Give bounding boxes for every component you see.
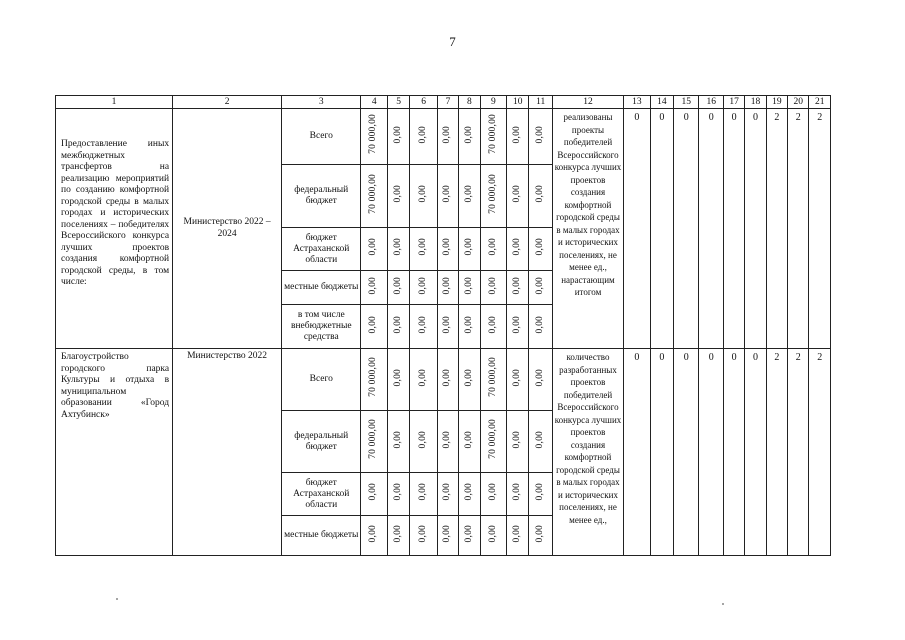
funding-value-cell	[529, 271, 552, 305]
activity-name: Благоустройство городского парка Культуры и отдыха в муниципальном образовании «Город Ахтубинск»	[56, 349, 173, 556]
indicator-description: реализованы проекты победителей Всероссийского конкурса лучших проектов создания комфортной городской среды в малых городах и исторических поселениях, не менее ед., нарастающим итогом	[552, 109, 623, 349]
funding-value: 0,00	[534, 430, 545, 448]
funding-value-cell	[410, 411, 437, 473]
funding-value-cell	[410, 305, 437, 349]
funding-value-cell	[361, 305, 387, 349]
funding-value-cell	[437, 271, 458, 305]
funding-value: 0,00	[417, 185, 428, 203]
funding-value: 0,00	[392, 483, 403, 501]
funding-value: 0,00	[368, 483, 379, 501]
funding-value: 0,00	[487, 315, 498, 333]
header-cell-19: 19	[766, 96, 787, 109]
funding-value-cell	[507, 271, 529, 305]
indicator-target-value: 0	[674, 109, 699, 349]
funding-value-cell	[529, 349, 552, 411]
funding-value-cell	[507, 473, 529, 516]
responsible-executor: Министерство 2022 – 2024	[173, 109, 282, 349]
header-cell-13: 13	[624, 96, 650, 109]
funding-value: 0,00	[368, 315, 379, 333]
funding-value: 0,00	[368, 238, 379, 256]
funding-value-cell	[437, 165, 458, 228]
funding-value-cell	[361, 516, 387, 556]
funding-value: 0,00	[511, 125, 522, 143]
funding-value: 70 000,00	[368, 357, 379, 398]
indicator-target-value: 2	[766, 349, 787, 556]
funding-value-cell	[480, 516, 506, 556]
funding-value: 0,00	[442, 125, 453, 143]
funding-value-cell	[480, 109, 506, 165]
funding-value: 0,00	[511, 483, 522, 501]
funding-value-cell	[387, 109, 409, 165]
funding-value-cell	[410, 349, 437, 411]
table-row	[56, 109, 831, 165]
header-cell-17: 17	[723, 96, 744, 109]
funding-value-cell	[459, 349, 480, 411]
header-cell-5: 5	[387, 96, 409, 109]
funding-value: 0,00	[463, 238, 474, 256]
funding-value-cell	[529, 305, 552, 349]
table-body	[56, 96, 831, 556]
funding-value: 0,00	[487, 524, 498, 542]
program-table-wrapper	[55, 95, 831, 556]
funding-value-cell	[387, 305, 409, 349]
funding-value-cell	[437, 349, 458, 411]
funding-value-cell	[410, 473, 437, 516]
program-table	[55, 95, 831, 556]
header-cell-20: 20	[788, 96, 809, 109]
funding-value-cell	[387, 271, 409, 305]
funding-value-cell	[387, 349, 409, 411]
indicator-target-value: 0	[624, 109, 650, 349]
funding-value: 0,00	[392, 430, 403, 448]
funding-source: Всего	[282, 109, 361, 165]
header-cell-1: 1	[56, 96, 173, 109]
funding-value: 0,00	[417, 368, 428, 386]
funding-value: 0,00	[534, 238, 545, 256]
funding-value-cell	[480, 473, 506, 516]
responsible-executor: Министерство 2022	[173, 349, 282, 556]
funding-value: 0,00	[534, 125, 545, 143]
funding-value: 0,00	[392, 315, 403, 333]
funding-value: 0,00	[442, 368, 453, 386]
funding-value: 0,00	[442, 276, 453, 294]
funding-value-cell	[459, 411, 480, 473]
funding-source: в том числе внебюджетные средства	[282, 305, 361, 349]
funding-value: 0,00	[534, 185, 545, 203]
funding-value: 0,00	[487, 483, 498, 501]
funding-value-cell	[361, 109, 387, 165]
funding-value-cell	[361, 228, 387, 271]
funding-value-cell	[507, 516, 529, 556]
header-row	[56, 96, 831, 109]
header-cell-11: 11	[529, 96, 552, 109]
funding-value: 0,00	[463, 483, 474, 501]
funding-value: 0,00	[417, 125, 428, 143]
funding-value-cell	[437, 109, 458, 165]
funding-value-cell	[410, 516, 437, 556]
funding-value-cell	[437, 305, 458, 349]
funding-value: 70 000,00	[487, 357, 498, 398]
indicator-target-value: 0	[674, 349, 699, 556]
indicator-target-value: 0	[723, 109, 744, 349]
funding-value-cell	[507, 349, 529, 411]
funding-value-cell	[410, 109, 437, 165]
funding-value-cell	[480, 165, 506, 228]
funding-value-cell	[507, 411, 529, 473]
funding-value: 0,00	[511, 368, 522, 386]
funding-source: федеральный бюджет	[282, 165, 361, 228]
funding-value: 70 000,00	[487, 114, 498, 155]
activity-name: Предоставление иных межбюджетных трансфертов на реализацию мероприятий по созданию комфортной городской среды в малых городах и исторических поселениях – победителях Всероссийского конкурса лучших проектов создания комфортной городской среды, в том числе:	[56, 109, 173, 349]
table-row	[56, 349, 831, 411]
funding-value: 0,00	[511, 238, 522, 256]
header-cell-3: 3	[282, 96, 361, 109]
funding-value: 0,00	[511, 315, 522, 333]
indicator-target-value: 2	[809, 109, 831, 349]
funding-value-cell	[480, 228, 506, 271]
funding-value-cell	[480, 349, 506, 411]
funding-value: 0,00	[463, 185, 474, 203]
indicator-target-value: 0	[723, 349, 744, 556]
funding-value: 0,00	[392, 276, 403, 294]
funding-value: 70 000,00	[368, 173, 379, 214]
funding-value-cell	[459, 228, 480, 271]
indicator-target-value: 2	[788, 349, 809, 556]
funding-value: 0,00	[463, 315, 474, 333]
funding-source: Всего	[282, 349, 361, 411]
header-cell-21: 21	[809, 96, 831, 109]
indicator-target-value: 0	[699, 349, 723, 556]
funding-value-cell	[410, 271, 437, 305]
indicator-target-value: 0	[745, 109, 766, 349]
funding-value-cell	[507, 228, 529, 271]
funding-value-cell	[437, 516, 458, 556]
funding-value: 0,00	[534, 276, 545, 294]
funding-value-cell	[529, 165, 552, 228]
header-cell-4: 4	[361, 96, 387, 109]
indicator-description: количество разработанных проектов победителей Всероссийского конкурса лучших проектов создания комфортной городской среды в малых городах и исторических поселениях, не менее ед.,	[552, 349, 623, 556]
funding-value: 0,00	[534, 483, 545, 501]
funding-value: 0,00	[511, 430, 522, 448]
funding-value: 0,00	[511, 185, 522, 203]
indicator-target-value: 2	[788, 109, 809, 349]
funding-value: 0,00	[442, 185, 453, 203]
header-cell-7: 7	[437, 96, 458, 109]
funding-value: 70 000,00	[368, 114, 379, 155]
funding-value-cell	[459, 473, 480, 516]
funding-value-cell	[437, 411, 458, 473]
funding-value: 70 000,00	[487, 419, 498, 460]
funding-value: 0,00	[534, 315, 545, 333]
funding-value: 0,00	[534, 368, 545, 386]
header-cell-14: 14	[650, 96, 673, 109]
header-cell-12: 12	[552, 96, 623, 109]
header-cell-18: 18	[745, 96, 766, 109]
funding-value: 0,00	[392, 185, 403, 203]
funding-value: 0,00	[417, 483, 428, 501]
funding-source: местные бюджеты	[282, 516, 361, 556]
funding-value-cell	[361, 271, 387, 305]
funding-value-cell	[387, 516, 409, 556]
page-number: 7	[449, 34, 456, 49]
funding-value-cell	[529, 473, 552, 516]
indicator-target-value: 2	[766, 109, 787, 349]
funding-value: 0,00	[417, 276, 428, 294]
indicator-target-value: 0	[699, 109, 723, 349]
funding-value-cell	[361, 349, 387, 411]
funding-value-cell	[507, 109, 529, 165]
indicator-target-value: 0	[624, 349, 650, 556]
funding-value-cell	[387, 228, 409, 271]
header-cell-8: 8	[459, 96, 480, 109]
funding-value-cell	[410, 228, 437, 271]
funding-value-cell	[529, 516, 552, 556]
funding-value-cell	[529, 109, 552, 165]
funding-value: 0,00	[487, 276, 498, 294]
indicator-target-value: 0	[745, 349, 766, 556]
funding-value: 0,00	[463, 430, 474, 448]
funding-value: 0,00	[487, 238, 498, 256]
funding-value-cell	[529, 228, 552, 271]
indicator-target-value: 2	[809, 349, 831, 556]
funding-value-cell	[410, 165, 437, 228]
funding-value: 0,00	[368, 276, 379, 294]
funding-value: 0,00	[392, 125, 403, 143]
funding-value-cell	[459, 516, 480, 556]
funding-value: 0,00	[442, 430, 453, 448]
funding-value-cell	[437, 473, 458, 516]
funding-value: 0,00	[442, 483, 453, 501]
funding-value: 0,00	[511, 276, 522, 294]
funding-source: местные бюджеты	[282, 271, 361, 305]
funding-value-cell	[459, 271, 480, 305]
funding-value-cell	[387, 473, 409, 516]
funding-value-cell	[387, 411, 409, 473]
funding-value-cell	[437, 228, 458, 271]
funding-value: 0,00	[442, 238, 453, 256]
funding-value-cell	[480, 305, 506, 349]
indicator-target-value: 0	[650, 109, 673, 349]
header-cell-15: 15	[674, 96, 699, 109]
header-cell-10: 10	[507, 96, 529, 109]
indicator-target-value: 0	[650, 349, 673, 556]
funding-value: 0,00	[463, 125, 474, 143]
funding-source: бюджет Астраханской области	[282, 228, 361, 271]
funding-value-cell	[507, 305, 529, 349]
funding-value: 0,00	[463, 276, 474, 294]
funding-value-cell	[480, 411, 506, 473]
scan-speck	[116, 598, 118, 600]
funding-value-cell	[361, 411, 387, 473]
funding-value: 0,00	[463, 524, 474, 542]
funding-value-cell	[361, 165, 387, 228]
funding-value: 70 000,00	[487, 173, 498, 214]
funding-value-cell	[387, 165, 409, 228]
funding-value: 0,00	[392, 368, 403, 386]
scan-speck	[722, 603, 724, 605]
funding-value: 70 000,00	[368, 419, 379, 460]
header-cell-16: 16	[699, 96, 723, 109]
funding-value-cell	[459, 165, 480, 228]
funding-value: 0,00	[392, 238, 403, 256]
funding-value-cell	[480, 271, 506, 305]
funding-source: бюджет Астраханской области	[282, 473, 361, 516]
funding-value-cell	[459, 109, 480, 165]
funding-value-cell	[507, 165, 529, 228]
funding-value-cell	[361, 473, 387, 516]
header-cell-6: 6	[410, 96, 437, 109]
funding-value: 0,00	[417, 524, 428, 542]
header-cell-2: 2	[173, 96, 282, 109]
funding-value: 0,00	[392, 524, 403, 542]
funding-value: 0,00	[442, 315, 453, 333]
funding-value: 0,00	[417, 315, 428, 333]
funding-value: 0,00	[417, 238, 428, 256]
funding-value-cell	[459, 305, 480, 349]
funding-value: 0,00	[442, 524, 453, 542]
funding-source: федеральный бюджет	[282, 411, 361, 473]
funding-value: 0,00	[368, 524, 379, 542]
funding-value-cell	[529, 411, 552, 473]
header-cell-9: 9	[480, 96, 506, 109]
funding-value: 0,00	[534, 524, 545, 542]
funding-value: 0,00	[417, 430, 428, 448]
funding-value: 0,00	[511, 524, 522, 542]
funding-value: 0,00	[463, 368, 474, 386]
